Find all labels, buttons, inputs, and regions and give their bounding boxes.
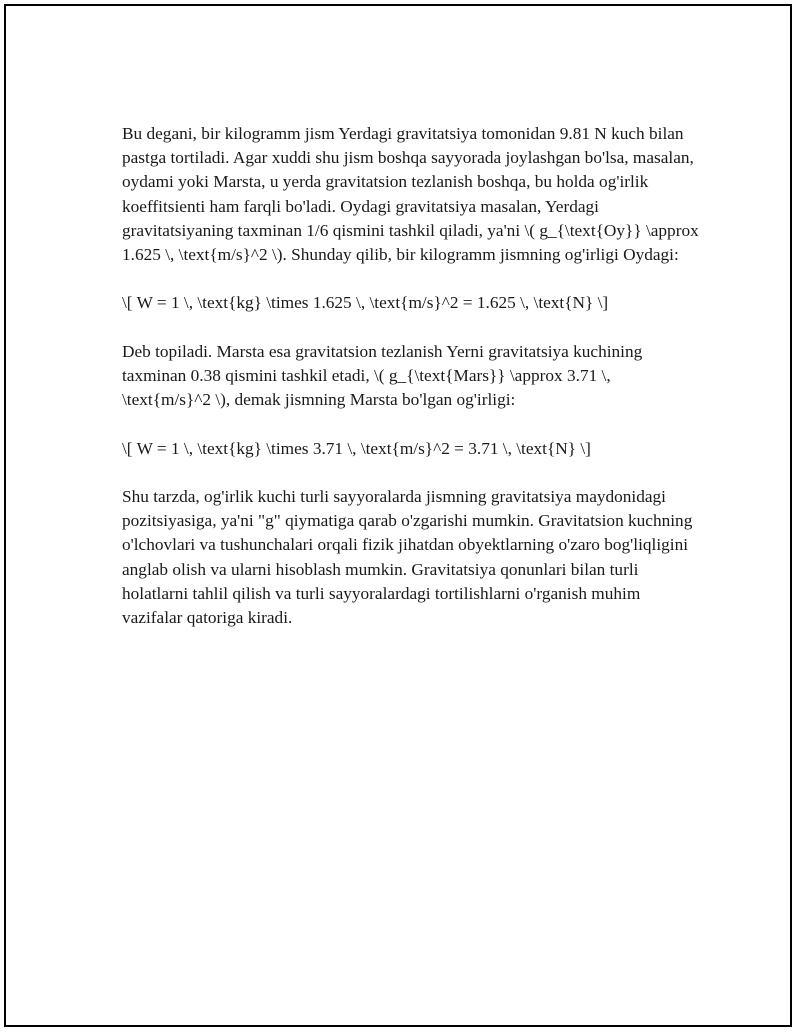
document-page bbox=[4, 4, 792, 1027]
paragraph-3: Shu tarzda, og'irlik kuchi turli sayyoralarda jismning gravitatsiya maydonidagi pozitsiyasiga, ya'ni "g" qiymatiga qarab o'zgarishi mumkin. Gravitatsion kuchning o'lchovlari va tushunchalari orqali fizik jihatdan obyektlarning o'zaro bog'liqligini anglab olish va ularni hisoblash mumkin. Gravitatsiya qonunlari bilan turli holatlarni tahlil qilish va turli sayyoralardagi tortilishlarni o'rganish muhim vazifalar qatoriga kiradi. bbox=[122, 486, 693, 627]
document-body bbox=[122, 122, 702, 654]
paragraph-1: Bu degani, bir kilogramm jism Yerdagi gravitatsiya tomonidan 9.81 N kuch bilan pastga tortiladi. Agar xuddi shu jism boshqa sayyorada joylashgan bo'lsa, masalan, oydami yoki Marsta, u yerda gravitatsion tezlanish boshqa, bu holda og'irlik koeffitsienti ham farqli bo'ladi. Oydagi gravitatsiya masalan, Yerdagi gravitatsiyaning taxminan 1/6 qismini tashkil qiladi, ya'ni \( g_{\text{Oy}} \approx 1.625 \, \text{m/s}^2 \). Shunday qilib, bir kilogramm jismning og'irligi Oydagi: bbox=[122, 124, 699, 265]
paragraph-2: Deb topiladi. Marsta esa gravitatsion tezlanish Yerni gravitatsiya kuchining taxminan 0.38 qismini tashkil etadi, \( g_{\text{Mars}} \approx 3.71 \, \text{m/s}^2 \), demak jismning Marsta bo'lgan og'irligi: bbox=[122, 341, 643, 410]
formula-moon-weight: \[ W = 1 \, \text{kg} \times 1.625 \, \text{m/s}^2 = 1.625 \, \text{N} \] bbox=[122, 293, 609, 313]
formula-mars-weight: \[ W = 1 \, \text{kg} \times 3.71 \, \text{m/s}^2 = 3.71 \, \text{N} \] bbox=[122, 438, 591, 458]
